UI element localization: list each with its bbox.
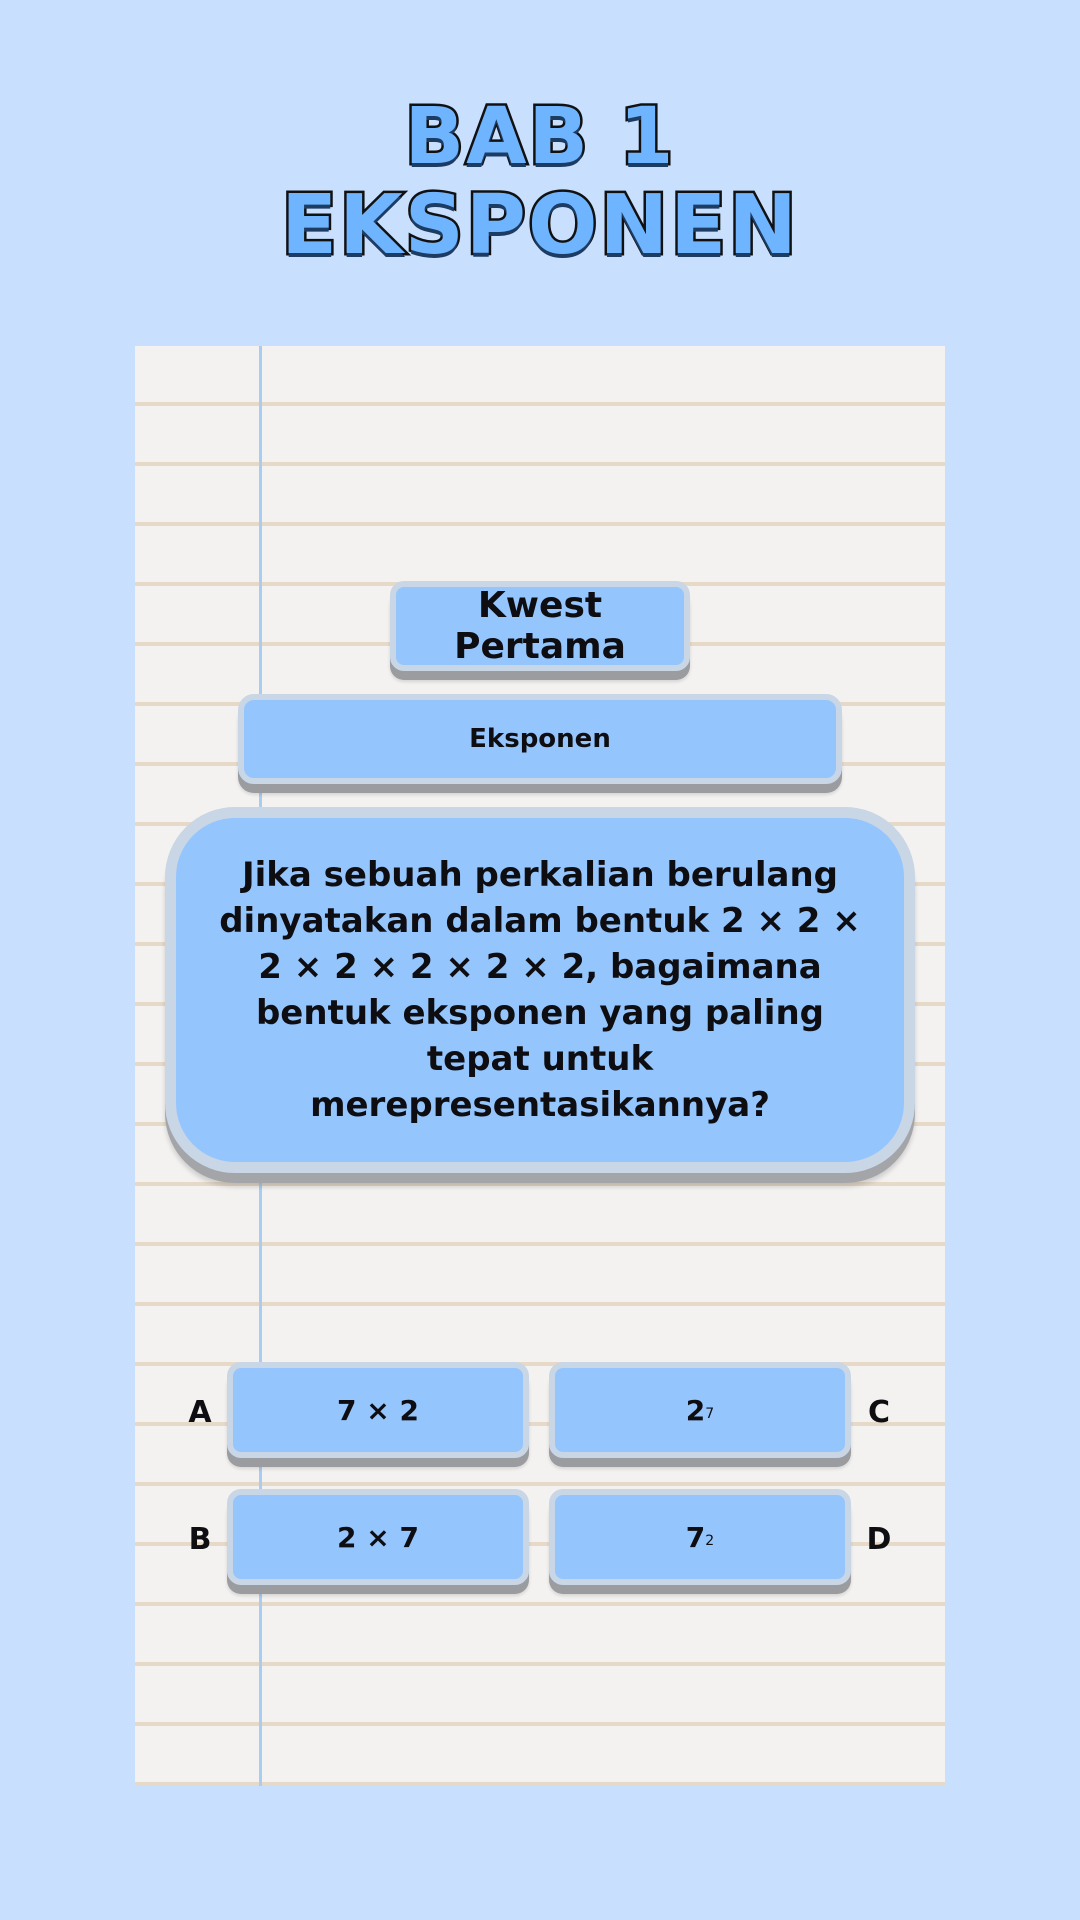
answer-c-button[interactable] bbox=[549, 1362, 851, 1458]
chapter-subtitle: EKSPONEN bbox=[281, 178, 799, 273]
quest-label-button[interactable]: Kwest Pertama bbox=[390, 581, 690, 671]
answer-c-exponent: 7 bbox=[705, 1406, 715, 1422]
question-text: Jika sebuah perkalian berulang dinyatakan dalam bentuk 2 × 2 × 2 × 2 × 2 × 2 × 2, bagaimana bentuk eksponen yang paling tepat untuk merepresentasikannya? bbox=[165, 807, 915, 1173]
option-letter-a: A bbox=[188, 1395, 212, 1430]
answer-d-exponent: 2 bbox=[705, 1533, 715, 1549]
option-letter-b: B bbox=[188, 1522, 212, 1557]
answer-c-base: 2 bbox=[685, 1393, 706, 1427]
answer-a-button[interactable] bbox=[227, 1362, 529, 1458]
answer-d-button[interactable] bbox=[549, 1489, 851, 1585]
option-letter-c: C bbox=[867, 1395, 891, 1430]
answer-b-text: 2 × 7 bbox=[337, 1520, 419, 1554]
answer-a-text: 7 × 2 bbox=[337, 1393, 419, 1427]
chapter-title: BAB 1 bbox=[404, 92, 676, 182]
answer-b-button[interactable] bbox=[227, 1489, 529, 1585]
topic-label: Eksponen bbox=[238, 694, 842, 784]
answer-d-base: 7 bbox=[685, 1520, 706, 1554]
option-letter-d: D bbox=[866, 1522, 892, 1557]
